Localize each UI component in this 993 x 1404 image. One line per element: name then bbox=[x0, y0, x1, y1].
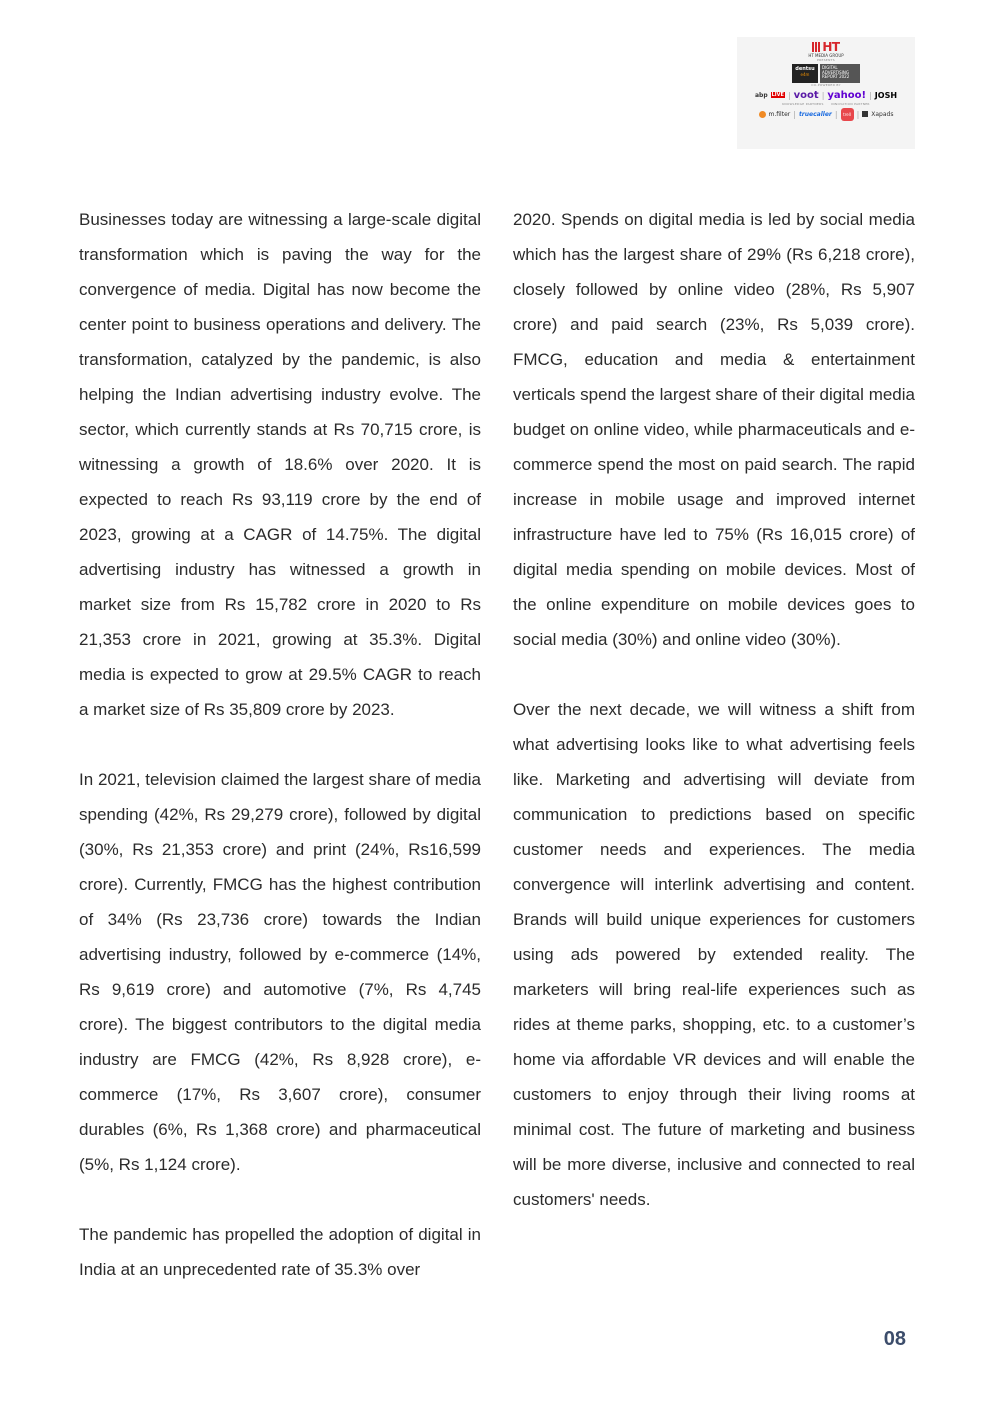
left-column bbox=[79, 202, 481, 1322]
body-paragraph: Over the next decade, we will witness a shift from what advertising looks like to what advertising feels like. Marketing and advertising will deviate from communication to predictions based on specific customer needs and experiences. The media convergence will interlink advertising and content. Brands will build unique experiences for customers using ads powered by extended reality. The marketers will bring real-life experiences such as rides at theme parks, shopping, etc. to a customer’s home via affordable VR devices and will enable the customers to enjoy through their living rooms at minimal cost. The future of marketing and business will be more diverse, inclusive and connected to real customers' needs. bbox=[513, 700, 915, 1209]
dentsu-wordmark: dentsu bbox=[795, 66, 815, 72]
mfilter-logo: m.filter bbox=[768, 110, 791, 118]
report-badge bbox=[737, 64, 915, 83]
ht-group-label: HT MEDIA GROUP bbox=[808, 53, 844, 58]
report-title: DIGITAL ADVERTISING REPORT 2022 bbox=[820, 64, 860, 83]
right-column bbox=[513, 202, 915, 1252]
abp-live-badge: LIVE bbox=[771, 92, 784, 98]
ht-wordmark: HT bbox=[822, 40, 840, 54]
truecaller-logo: truecaller bbox=[798, 110, 832, 118]
page-number: 08 bbox=[883, 1328, 906, 1350]
knowledge-partner-logos bbox=[737, 107, 915, 121]
divider: | bbox=[821, 90, 825, 100]
body-paragraph: In 2021, television claimed the largest share of media spending (42%, Rs 29,279 crore), followed by digital (30%, Rs 21,353 crore) and print (24%, Rs16,599 crore). Currently, FMCG has the highest contribution of 34% (Rs 23,736 crore) towards the Indian advertising industry, followed by e-commerce (14%, Rs 9,619 crore) and automotive (7%, Rs 4,745 crore). The biggest contributors to the digital media industry are FMCG (42%, Rs 8,928 crore), e-commerce (17%, Rs 3,607 crore), consumer durables (6%, Rs 1,368 crore) and pharmaceutical (5%, Rs 1,124 crore). bbox=[79, 770, 481, 1174]
mfilter-icon bbox=[759, 111, 766, 118]
divider: | bbox=[869, 90, 872, 100]
body-paragraph: 2020. Spends on digital media is led by social media which has the largest share of 29% (Rs 6,218 crore), closely followed by online video (28%, Rs 5,907 crore) and paid search (23%, Rs 5,039 crore). FMCG, education and media & entertainment verticals spend the largest share of their digital media budget on online video, while pharmaceuticals and e-commerce spend the most on paid search. The rapid increase in mobile usage and improved internet infrastructure have led to 75% (Rs 16,015 crore) of digital media spending on mobile devices. Most of the online expenditure on mobile devices goes to social media (30%) and online video (30%). bbox=[513, 210, 915, 649]
partner-logos bbox=[737, 88, 915, 102]
xapads-icon bbox=[862, 111, 868, 117]
body-paragraph: The pandemic has propelled the adoption of digital in India at an unprecedented rate of 35.3% over bbox=[79, 1225, 481, 1279]
xapads-logo: Xapads bbox=[871, 110, 894, 118]
knowledge-partners-label: KNOWLEDGE PARTNERS bbox=[782, 102, 824, 106]
body-paragraph: Businesses today are witnessing a large-scale digital transformation which is paving the way for the convergence of media. Digital has now become the center point to business operations and delivery. The transformation, catalyzed by the pandemic, is also helping the Indian advertising industry evolve. The sector, which currently stands at Rs 70,715 crore, is witnessing a growth of 18.6% over 2020. It is expected to reach Rs 93,119 crore by the end of 2023, growing at a CAGR of 14.75%. The digital advertising industry has witnessed a growth in market size from Rs 15,782 crore in 2020 to Rs 21,353 crore in 2021, growing at 35.3%. Digital media is expected to grow at 29.5% CAGR to reach a market size of Rs 35,809 crore by 2023. bbox=[79, 210, 481, 719]
ht-bars-icon bbox=[812, 42, 820, 52]
divider: | bbox=[856, 109, 860, 119]
abp-logo: abp bbox=[754, 91, 768, 99]
voot-logo: voot bbox=[793, 89, 819, 101]
josh-logo: JOSH bbox=[874, 90, 898, 100]
ht-media-logo bbox=[737, 41, 915, 53]
yahoo-logo: yahoo! bbox=[827, 89, 867, 101]
sponsor-logo-block bbox=[737, 37, 915, 149]
trell-logo: trell bbox=[841, 108, 854, 121]
divider: | bbox=[834, 109, 838, 119]
co-powered-label: CO-POWERED BY bbox=[811, 83, 841, 87]
e4m-wordmark: e4m bbox=[800, 72, 810, 77]
divider: | bbox=[787, 90, 791, 100]
dentsu-logo bbox=[792, 64, 818, 83]
presents-label: PRESENTS bbox=[817, 58, 835, 62]
divider: | bbox=[793, 109, 796, 119]
innovation-partner-label: INNOVATION PARTNER bbox=[831, 102, 870, 106]
